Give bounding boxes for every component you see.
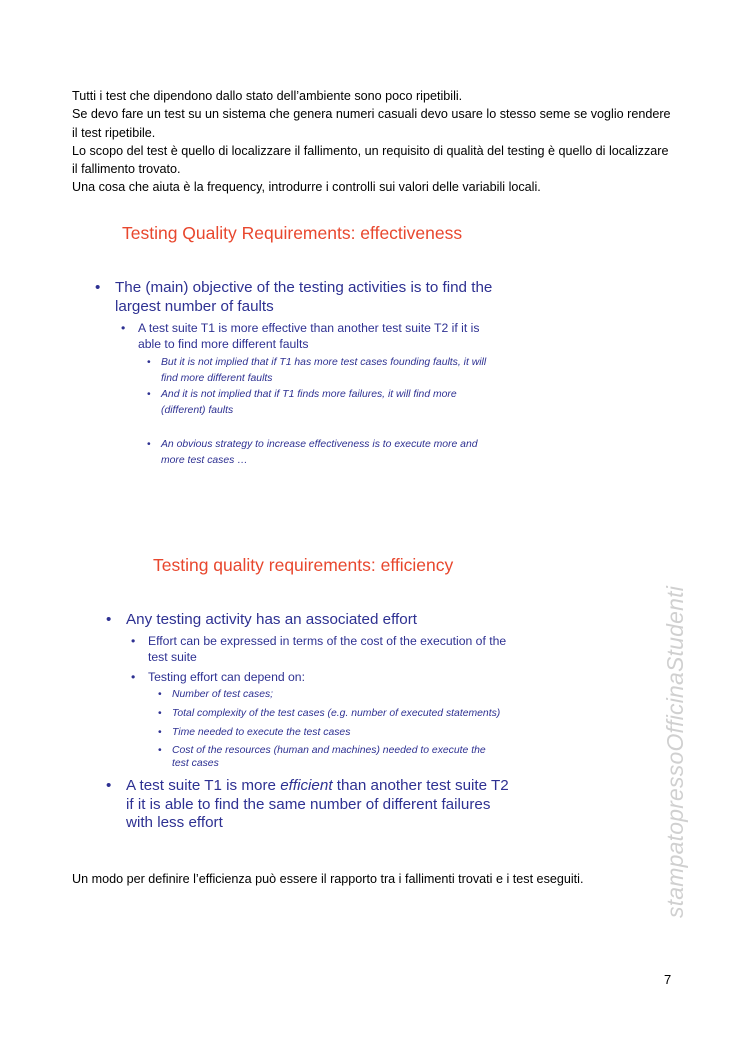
bullet-text bbox=[126, 777, 509, 796]
slide-title: Testing quality requirements: efficiency bbox=[153, 555, 454, 575]
bullet-level3 bbox=[158, 725, 351, 741]
bullet-text: Total complexity of the test cases (e.g. number of executed statements) bbox=[172, 708, 501, 719]
bullet-text: if it is able to find the same number of different failures bbox=[126, 795, 491, 813]
bullet-icon: • bbox=[147, 439, 151, 450]
watermark: stampatopressoOfficinaStudenti bbox=[662, 585, 688, 918]
paragraph: Una cosa che aiuta è la frequency, introdurre i controlli sui valori delle variabili locali. bbox=[72, 180, 541, 195]
bullet-text: But it is not implied that if T1 has more test cases founding faults, it will bbox=[161, 357, 487, 368]
paragraph: Tutti i test che dipendono dallo stato dell’ambiente sono poco ripetibili. bbox=[72, 89, 463, 103]
intro-text bbox=[72, 87, 672, 197]
bullet-text: with less effort bbox=[126, 814, 223, 831]
bullet-text: able to find more different faults bbox=[138, 337, 309, 351]
bullet-icon: • bbox=[121, 321, 126, 335]
bullet-level3 bbox=[147, 387, 457, 418]
page-number: 7 bbox=[664, 972, 672, 987]
slide-title: Testing Quality Requirements: effectiveness bbox=[122, 223, 463, 243]
bullet-level2 bbox=[131, 633, 507, 665]
bullet-text: Effort can be expressed in terms of the cost of the execution of the bbox=[148, 634, 507, 648]
bullet-text-part: A test suite T1 is more bbox=[126, 777, 281, 794]
bullet-text: And it is not implied that if T1 finds more failures, it will find more bbox=[161, 389, 457, 400]
bullet-text: Testing effort can depend on: bbox=[148, 670, 305, 684]
bullet-icon: • bbox=[106, 777, 112, 794]
bullet-level3 bbox=[147, 355, 487, 386]
bullet-level1 bbox=[106, 611, 417, 630]
bullet-icon: • bbox=[147, 357, 151, 368]
bullet-icon: • bbox=[147, 389, 151, 400]
bullet-text-part: than another test suite T2 bbox=[332, 777, 509, 794]
bullet-level1 bbox=[106, 777, 509, 833]
bullet-text: Any testing activity has an associated effort bbox=[126, 611, 417, 628]
bullet-text: (different) faults bbox=[161, 404, 234, 416]
emphasis-text: efficient bbox=[280, 777, 333, 794]
bullet-level3 bbox=[158, 687, 274, 703]
bullet-icon: • bbox=[106, 611, 112, 628]
bullet-level3 bbox=[147, 437, 478, 468]
paragraph: Se devo fare un test su un sistema che genera numeri casuali devo usare lo stesso seme se voglio rendere il test ripetibile. bbox=[72, 107, 671, 140]
bullet-text: A test suite T1 is more effective than another test suite T2 if it is bbox=[138, 321, 480, 335]
bullet-text: test suite bbox=[148, 650, 197, 664]
bullet-icon: • bbox=[95, 279, 101, 296]
bullet-text: The (main) objective of the testing activities is to find the bbox=[115, 279, 493, 296]
paragraph: Lo scopo del test è quello di localizzare il fallimento, un requisito di qualità del testing è quello di localizzare il fallimento trovato. bbox=[72, 143, 669, 177]
bullet-level3 bbox=[158, 743, 486, 771]
bullet-level3 bbox=[158, 706, 501, 722]
bullet-text: An obvious strategy to increase effectiveness is to execute more and bbox=[161, 439, 478, 450]
bullet-text: Number of test cases; bbox=[172, 689, 274, 700]
bullet-icon: • bbox=[131, 670, 136, 684]
bullet-icon: • bbox=[131, 634, 136, 648]
bullet-level2 bbox=[121, 320, 480, 352]
bullet-text: Time needed to execute the test cases bbox=[172, 727, 351, 738]
bullet-text: find more different faults bbox=[161, 372, 273, 384]
bullet-icon: • bbox=[158, 708, 162, 719]
bullet-icon: • bbox=[158, 689, 162, 700]
bullet-text: more test cases … bbox=[161, 454, 248, 466]
bullet-icon: • bbox=[158, 727, 162, 738]
bullet-level1 bbox=[95, 279, 493, 316]
bullet-text: test cases bbox=[172, 757, 219, 769]
closing-paragraph: Un modo per definire l’efficienza può essere il rapporto tra i fallimenti trovati e i test eseguiti. bbox=[72, 872, 584, 886]
bullet-text: Cost of the resources (human and machines) needed to execute the bbox=[172, 745, 486, 756]
bullet-level2 bbox=[131, 669, 305, 685]
bullet-text: largest number of faults bbox=[115, 297, 274, 315]
bullet-icon: • bbox=[158, 745, 162, 756]
